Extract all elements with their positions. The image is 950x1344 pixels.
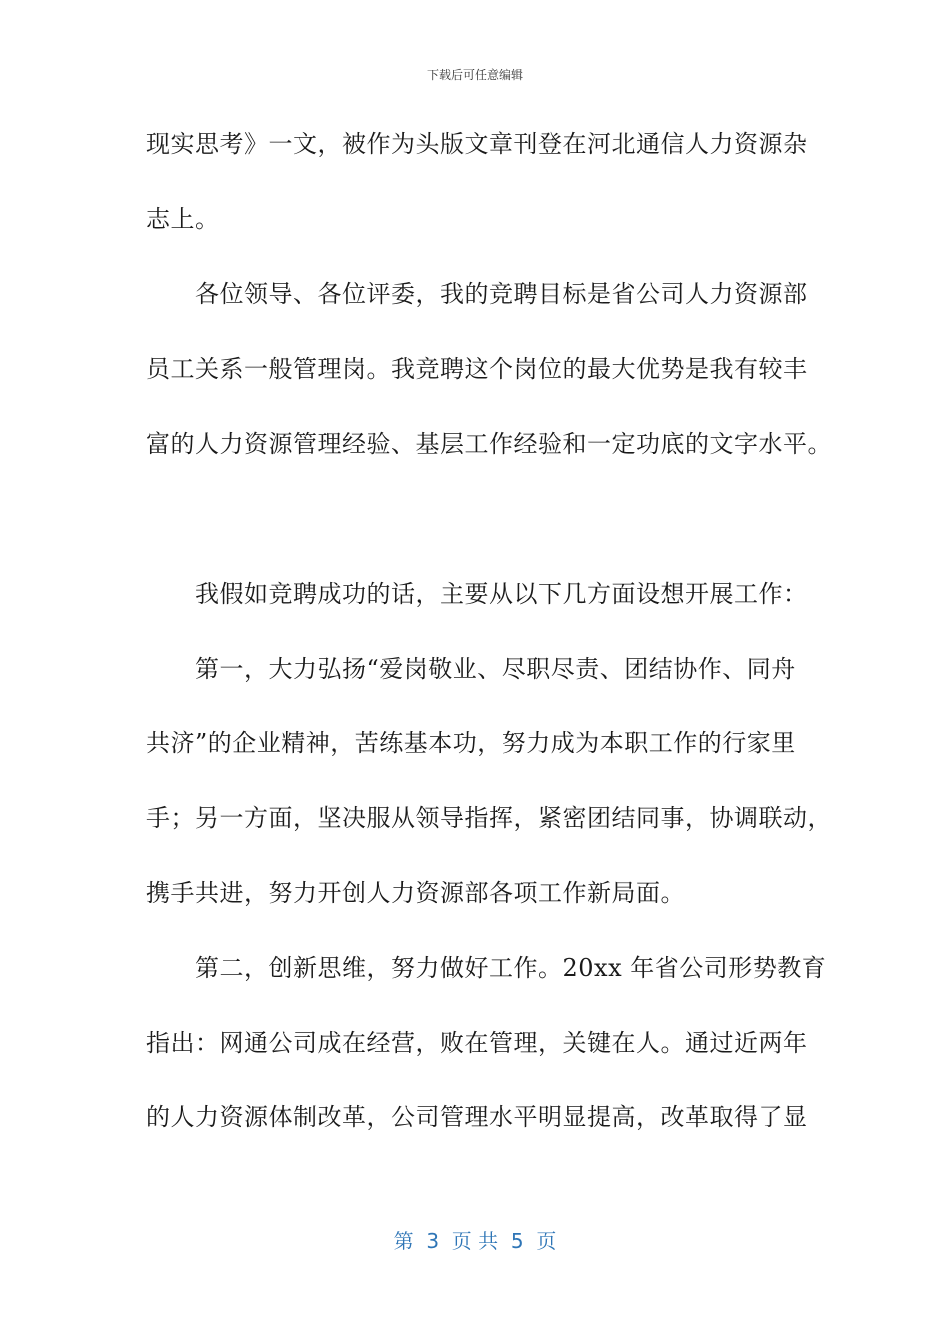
body-line: 员工关系一般管理岗。我竞聘这个岗位的最大优势是我有较丰 <box>146 355 808 383</box>
body-line: 携手共进，努力开创人力资源部各项工作新局面。 <box>146 879 685 907</box>
body-line: 共济”的企业精神，苦练基本功，努力成为本职工作的行家里 <box>146 729 796 757</box>
body-line: 手；另一方面，坚决服从领导指挥，紧密团结同事，协调联动， <box>146 804 832 832</box>
body-line: 各位领导、各位评委，我的竞聘目标是省公司人力资源部 <box>146 280 808 308</box>
page-number-footer <box>0 1225 950 1254</box>
body-line: 的人力资源体制改革，公司管理水平明显提高，改革取得了显 <box>146 1103 808 1131</box>
page-number-text: 第 3 页 共 5 页 <box>393 1229 557 1253</box>
body-line: 富的人力资源管理经验、基层工作经验和一定功底的文字水平。 <box>146 430 832 458</box>
body-line: 第一，大力弘扬“爱岗敬业、尽职尽责、团结协作、同舟 <box>146 655 796 683</box>
body-line: 我假如竞聘成功的话，主要从以下几方面设想开展工作： <box>146 580 808 608</box>
body-line: 第二，创新思维，努力做好工作。20xx 年省公司形势教育 <box>146 954 827 982</box>
body-line: 志上。 <box>146 205 220 233</box>
page-header: 下载后可任意编辑 <box>426 68 523 82</box>
body-line: 指出：网通公司成在经营，败在管理，关键在人。通过近两年 <box>146 1029 808 1057</box>
body-line: 现实思考》一文，被作为头版文章刊登在河北通信人力资源杂 <box>146 130 808 158</box>
